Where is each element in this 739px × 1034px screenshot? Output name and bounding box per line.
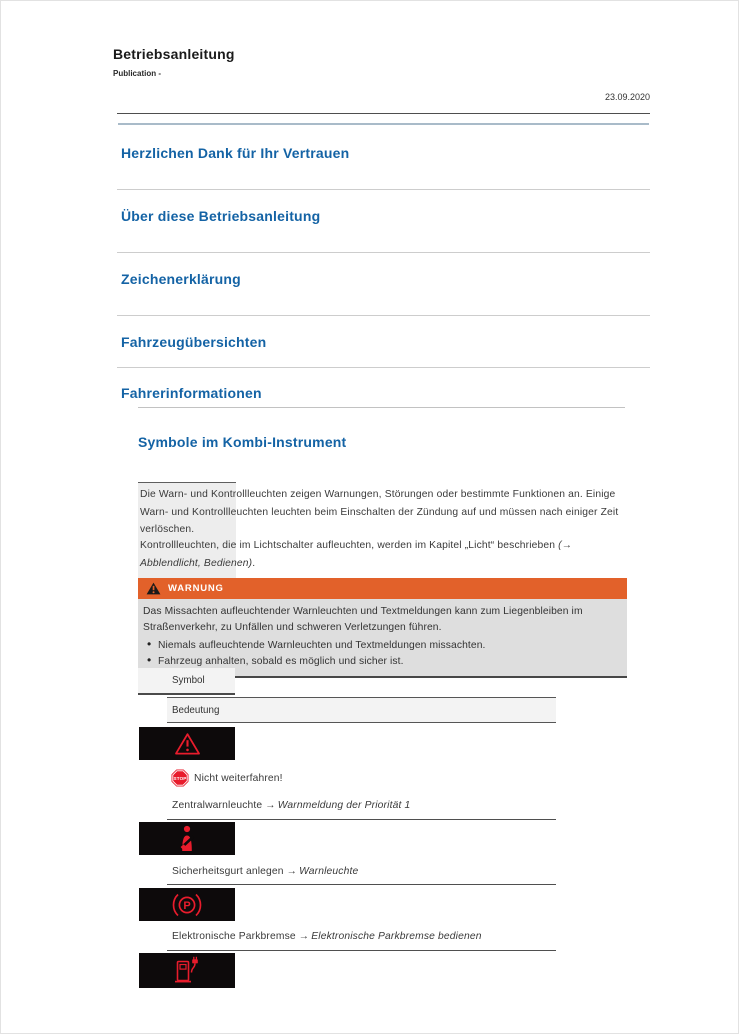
crossref-paragraph (140, 537, 629, 572)
parking-brake-icon (171, 893, 203, 917)
intro-paragraph: Die Warn- und Kontrollleuchten zeigen Warnungen, Störungen oder bestimmte Funktionen an. Einige Warn- und Kontrollleuchten leuchten beim Einschalten der Zündung auf und müssen nach einiger Zeit verlöschen. (140, 489, 619, 535)
divider (117, 252, 650, 253)
symbol-column-top-rule (138, 482, 236, 483)
row-divider (167, 950, 556, 951)
divider (117, 367, 650, 368)
symbol-cell-parking-brake (139, 888, 235, 921)
document-title: Betriebsanleitung (113, 46, 235, 62)
table-header-bedeutung: Bedeutung (167, 697, 556, 723)
svg-text:P: P (183, 899, 191, 912)
symbol-cell-charging (139, 953, 235, 988)
crossref-text: Kontrollleuchten, die im Lichtschalter aufleuchten, werden im Kapitel „Licht“ beschrieben (140, 540, 559, 551)
warning-box (138, 578, 627, 678)
warning-bullet: • Niemals aufleuchtende Warnleuchten und Textmeldungen missachten. (143, 638, 615, 654)
warning-body (138, 599, 627, 678)
symbol-cell-seatbelt (139, 822, 235, 855)
seatbelt-warning-icon (177, 825, 197, 852)
publication-date: 23.09.2020 (604, 92, 650, 102)
toc-heading-fahrerinformationen[interactable]: Fahrerinformationen (121, 385, 262, 401)
divider-indented (138, 407, 625, 408)
row-divider (167, 884, 556, 885)
divider (117, 189, 650, 190)
warning-title: WARNUNG (168, 583, 224, 594)
row-divider (167, 819, 556, 820)
central-warning-light-icon (174, 732, 201, 756)
crossref-link-text: (→ Abblendlicht, Bedienen) (140, 540, 573, 569)
stop-instruction-text: Nicht weiterfahren! (194, 772, 283, 784)
crossref-period: . (252, 557, 256, 569)
table-header-symbol: Symbol (138, 668, 235, 695)
toc-heading-fahrzeuguebersichten[interactable]: Fahrzeugübersichten (121, 334, 267, 350)
divider (117, 315, 650, 316)
warning-text: Das Missachten aufleuchtender Warnleuchten und Textmeldungen kann zum Liegenbleiben im Straßenverkehr, zu Unfällen und schweren Verletzungen führen. (143, 606, 583, 633)
charging-station-icon (174, 956, 201, 986)
section-title-kombi-instrument[interactable]: Symbole im Kombi-Instrument (138, 434, 347, 450)
crossref-arrow: → (286, 866, 298, 877)
symbol-cell-central-warning (139, 727, 235, 760)
stop-sign-icon (171, 769, 189, 787)
warning-bullet-list (143, 638, 615, 669)
row-description: Sicherheitsgurt anlegen → Warnleuchte (172, 866, 359, 877)
publication-label: Publication - (113, 69, 161, 78)
stop-instruction (171, 769, 283, 787)
crossref-arrow: → (298, 931, 310, 942)
svg-text:STOP: STOP (173, 776, 187, 782)
toc-heading-zeichenerklaerung[interactable]: Zeichenerklärung (121, 271, 241, 287)
toc-heading-dank[interactable]: Herzlichen Dank für Ihr Vertrauen (121, 145, 350, 161)
warning-bullet: • Fahrzeug anhalten, sobald es möglich und sicher ist. (143, 654, 615, 670)
toc-heading-ueber[interactable]: Über diese Betriebsanleitung (121, 208, 321, 224)
row-description: Zentralwarnleuchte → Warnmeldung der Priorität 1 (172, 800, 411, 811)
warning-header (138, 578, 627, 599)
header-rule-blue (118, 123, 649, 125)
row-description: Elektronische Parkbremse → Elektronische Parkbremse bedienen (172, 931, 482, 942)
warning-triangle-icon (146, 582, 161, 595)
header-rule-dark (117, 113, 650, 114)
crossref-arrow: → (265, 800, 276, 811)
